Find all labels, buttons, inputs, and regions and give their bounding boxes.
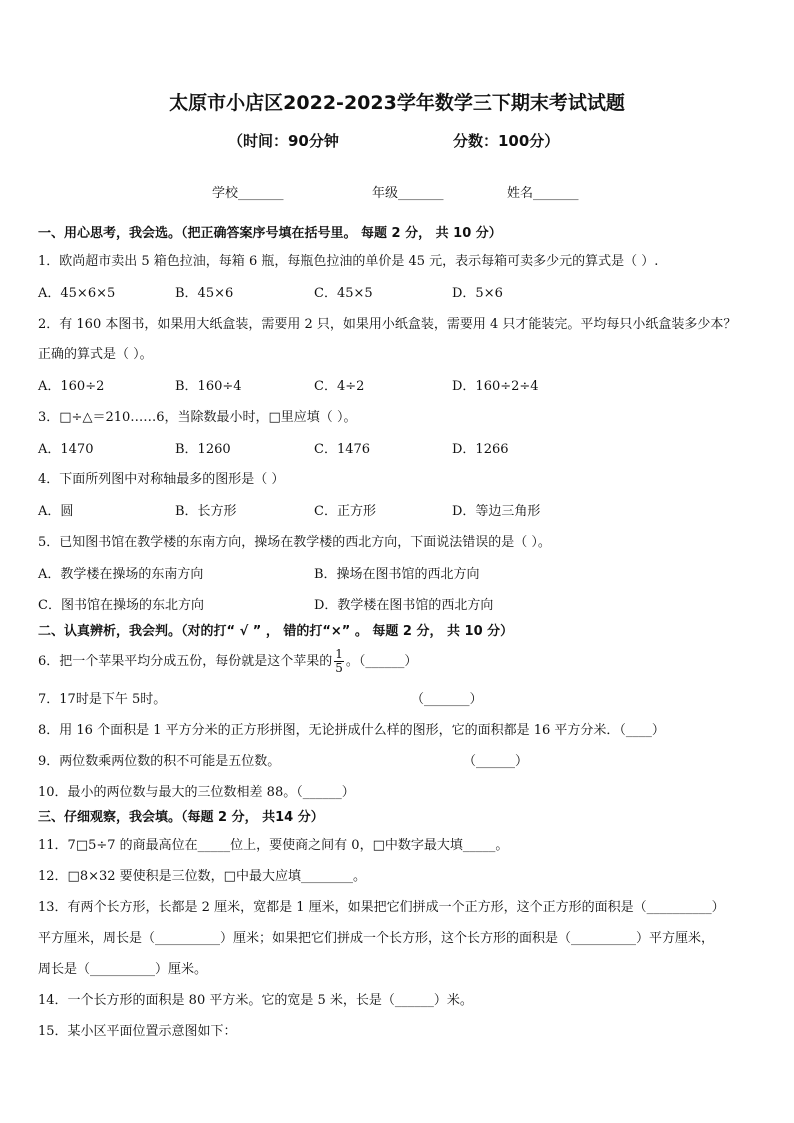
q3-option-c: C．1476 (314, 442, 371, 457)
question-11: 11．7□5÷7 的商最高位在_____位上，要使商之间有 0，□中数字最大填_____。 (38, 838, 509, 853)
question-13: 13．有两个长方形，长都是 2 厘米，宽都是 1 厘米，如果把它们拼成一个正方形，这个正方形的面积是（__________） (38, 900, 725, 915)
q6-blank: 。（______） (345, 654, 418, 669)
q1-option-d: D．5×6 (452, 286, 503, 301)
q9-blank: （______） (463, 754, 529, 769)
q1-option-b: B．45×6 (175, 286, 234, 301)
q7-blank: （_______） (411, 692, 483, 707)
question-9: 9．两位数乘两位数的积不可能是五位数。 (38, 754, 281, 769)
question-13-line3: 周长是（__________）厘米。 (38, 962, 208, 977)
q1-option-c: C．45×5 (314, 286, 373, 301)
exam-time: （时间：90分钟 (228, 132, 339, 150)
question-8: 8．用 16 个面积是 1 平方分米的正方形拼图，无论拼成什么样的图形，它的面积都是 16 平方分米．（____） (38, 723, 665, 738)
q2-option-d: D．160÷2÷4 (452, 379, 539, 394)
exam-score: 分数：100分） (453, 132, 560, 150)
q2-option-b: B．160÷4 (175, 379, 242, 394)
q5-option-a: A．教学楼在操场的东南方向 (38, 567, 204, 582)
question-5: 5．已知图书馆在教学楼的东南方向，操场在教学楼的西北方向，下面说法错误的是（ ）。 (38, 535, 551, 550)
q5-option-b: B．操场在图书馆的西北方向 (314, 567, 480, 582)
q4-option-c: C．正方形 (314, 504, 376, 519)
exam-title: 太原市小店区2022-2023学年数学三下期末考试试题 (169, 92, 625, 114)
fraction-numerator: 1 (335, 647, 343, 661)
q1-option-a: A．45×6×5 (38, 286, 116, 301)
name-field: 姓名_______ (507, 186, 579, 201)
section1-heading: 一、用心思考，我会选。（把正确答案序号填在括号里。 每题 2 分， 共 10 分） (38, 226, 502, 241)
question-6 (38, 648, 417, 675)
question-15: 15．某小区平面位置示意图如下： (38, 1024, 237, 1039)
fraction-denominator: 5 (335, 661, 343, 675)
q3-option-a: A．1470 (38, 442, 94, 457)
q5-option-d: D．教学楼在图书馆的西北方向 (314, 598, 494, 613)
question-2: 2．有 160 本图书，如果用大纸盒装，需要用 2 只，如果用小纸盒装，需要用 4 只才能装完。平均每只小纸盒装多少本？ (38, 317, 737, 332)
q6-text: 6．把一个苹果平均分成五份，每份就是这个苹果的 (38, 654, 333, 669)
question-7: 7．17时是下午 5时。 (38, 692, 167, 707)
question-1: 1．欧尚超市卖出 5 箱色拉油，每箱 6 瓶，每瓶色拉油的单价是 45 元，表示每箱可卖多少元的算式是（ ）. (38, 254, 659, 269)
section3-heading: 三、仔细观察，我会填。（每题 2 分， 共14 分） (38, 810, 324, 825)
question-10: 10．最小的两位数与最大的三位数相差 88。（______） (38, 785, 355, 800)
question-12: 12．□8×32 要使积是三位数，□中最大应填________。 (38, 869, 366, 884)
q2-option-a: A．160÷2 (38, 379, 105, 394)
question-3: 3．□÷△＝210……6，当除数最小时，□里应填（ ）。 (38, 410, 357, 425)
q4-option-d: D．等边三角形 (452, 504, 541, 519)
q2-option-c: C．4÷2 (314, 379, 365, 394)
grade-field: 年级_______ (372, 186, 444, 201)
school-field: 学校_______ (212, 186, 284, 201)
q4-option-a: A．圆 (38, 504, 74, 519)
section2-heading: 二、认真辨析，我会判。（对的打“ √ ” ， 错的打“×” 。 每题 2 分， 共 10 分） (38, 624, 514, 639)
question-2-line2: 正确的算式是（ ）。 (38, 347, 153, 362)
q4-option-b: B．长方形 (175, 504, 237, 519)
q5-option-c: C．图书馆在操场的东北方向 (38, 598, 204, 613)
question-13-line2: 平方厘米，周长是（__________）厘米；如果把它们拼成一个长方形，这个长方形的面积是（__________）平方厘米， (38, 931, 715, 946)
question-4: 4．下面所列图中对称轴最多的图形是（ ） (38, 472, 285, 487)
question-14: 14．一个长方形的面积是 80 平方米。它的宽是 5 米，长是（______）米。 (38, 993, 473, 1008)
q3-option-b: B．1260 (175, 442, 231, 457)
q3-option-d: D．1266 (452, 442, 509, 457)
fraction-one-fifth (334, 648, 344, 675)
